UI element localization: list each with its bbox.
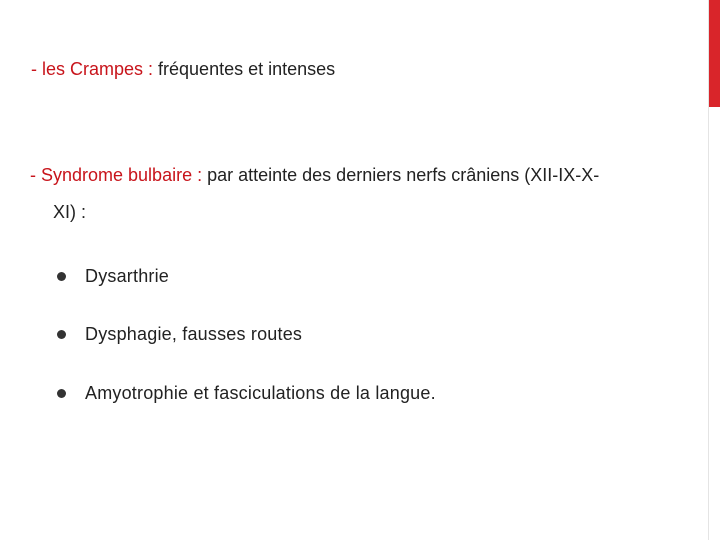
accent-bar [709, 0, 720, 107]
bullet-dot-icon [57, 330, 66, 339]
syndrome-text: par atteinte des derniers nerfs crâniens (XII-IX-X- [202, 165, 600, 185]
crampes-label: - les Crampes : [31, 59, 154, 79]
bullet-text: Dysphagie, fausses routes [85, 324, 303, 344]
crampes-line [31, 58, 335, 80]
right-edge-rule [708, 0, 709, 540]
syndrome-continuation: XI) : [53, 202, 87, 222]
bullet-dot-icon [57, 272, 66, 281]
syndrome-label: - Syndrome bulbaire : [30, 165, 203, 185]
bullet-dot-icon [57, 389, 66, 398]
crampes-text: fréquentes et intenses [153, 59, 336, 79]
bullet-item-dysarthrie [57, 263, 169, 289]
bullet-item-amyotrophie [57, 380, 436, 406]
bullet-item-dysphagie [57, 321, 302, 347]
bullet-text: Amyotrophie et fasciculations de la langue. [85, 383, 436, 403]
bullet-text: Dysarthrie [85, 266, 170, 286]
syndrome-line [30, 164, 599, 186]
